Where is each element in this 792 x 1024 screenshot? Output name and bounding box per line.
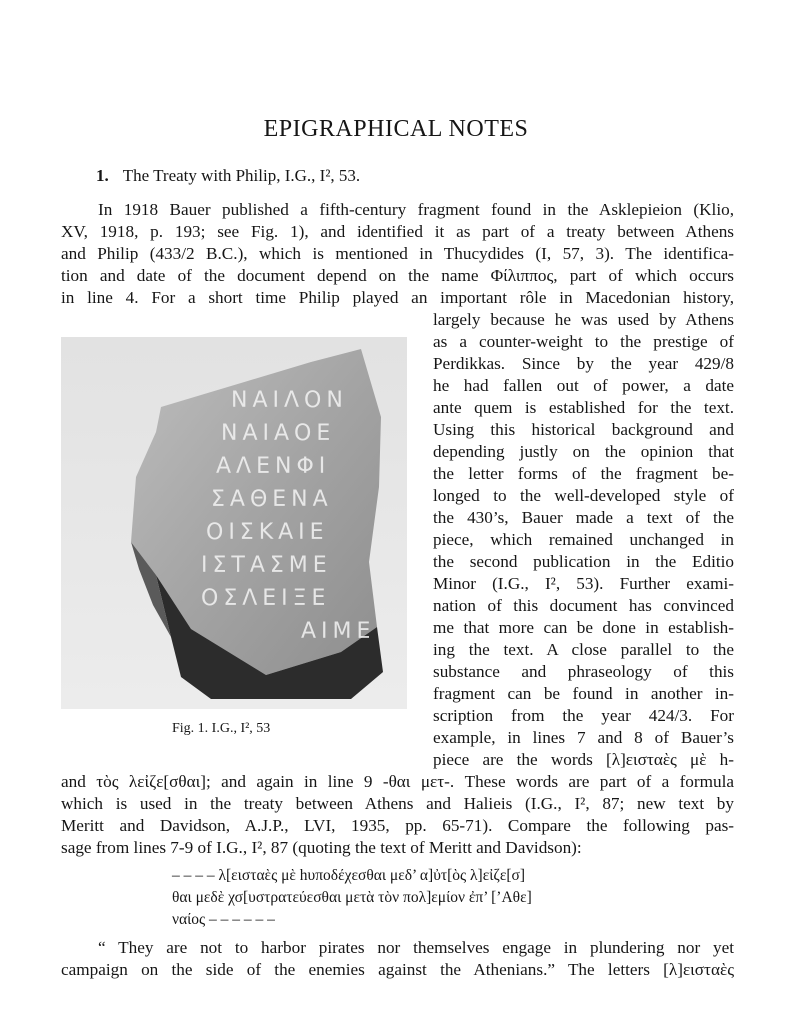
stone-inscription-row: ΟΣΛΕΙΞΕ xyxy=(201,586,331,611)
body-line: XV, 1918, p. 193; see Fig. 1), and identified it as part of a treaty between Athens xyxy=(61,222,734,241)
body-line: and Philip (433/2 B.C.), which is mentioned in Thucydides (I, 57, 3). The identifica- xyxy=(61,244,734,263)
column-line: Minor (I.G., I², 53). Further exami- xyxy=(433,574,734,593)
column-line: ing the text. A close parallel to the xyxy=(433,640,734,659)
body-line: and τὸς λεἰζε[σθαι]; and again in line 9 -θαι μετ-. These words are part of a formula xyxy=(61,772,734,791)
column-line: fragment can be found in another in- xyxy=(433,684,734,703)
figure-photo xyxy=(61,337,407,709)
body-line: In 1918 Bauer published a fifth-century fragment found in the Asklepieion (Klio, xyxy=(98,200,734,219)
column-line: longed to the well-developed style of xyxy=(433,486,734,505)
greek-quote-line: ναίος – – – – – – xyxy=(172,911,275,928)
column-line: scription from the year 424/3. For xyxy=(433,706,734,725)
column-line: he had fallen out of power, a date xyxy=(433,376,734,395)
figure-caption: Fig. 1. I.G., I², 53 xyxy=(172,721,271,736)
column-line: ante quem is established for the text. xyxy=(433,398,734,417)
column-line: example, in lines 7 and 8 of Bauer’s xyxy=(433,728,734,747)
body-line: in line 4. For a short time Philip played an important rôle in Macedonian history, xyxy=(61,288,734,307)
column-line: Using this historical background and xyxy=(433,420,734,439)
greek-quote-line: – – – – λ[εισταὲς μὲ hυποδέχεσθαι μεδ’ α]ὐτ[ὸς λ]εἰζε[σ] xyxy=(172,867,526,884)
section-heading xyxy=(96,166,360,186)
body-line: sage from lines 7-9 of I.G., I², 87 (quoting the text of Meritt and Davidson): xyxy=(61,838,582,857)
body-line: tion and date of the document depend on the name Φίλιππος, part of which occurs xyxy=(61,266,734,285)
section-number: 1. xyxy=(96,166,109,185)
page-title: EPIGRAPHICAL NOTES xyxy=(263,116,529,142)
column-line: as a counter-weight to the prestige of xyxy=(433,332,734,351)
column-line: largely because he was used by Athens xyxy=(433,310,734,329)
stone-inscription-row: ΑΙΜΕ xyxy=(301,619,376,644)
stone-inscription-row: ΑΛΕΝΦΙ xyxy=(216,454,331,479)
body-line: “ They are not to harbor pirates nor themselves engage in plundering nor yet xyxy=(98,938,734,957)
column-line: substance and phraseology of this xyxy=(433,662,734,681)
greek-quote-line: θαι μεδὲ χσ[υστρατεύεσθαι μετὰ τὸν πολ]εμίον ἐπ’ [’Αθε] xyxy=(172,889,532,906)
stone-inscription-row: ΝΑΙΑΟΕ xyxy=(221,421,336,446)
column-line: the 430’s, Bauer made a text of the xyxy=(433,508,734,527)
stone-inscription-row: ΟΙΣΚΑΙΕ xyxy=(206,520,329,545)
column-line: piece, which remained unchanged in xyxy=(433,530,734,549)
column-line: depending justly on the opinion that xyxy=(433,442,734,461)
body-line: campaign on the side of the enemies against the Athenians.” The letters [λ]εισταὲς xyxy=(61,960,734,979)
stone-inscription-row: ΙΣΤΑΣΜΕ xyxy=(201,553,332,578)
column-line: the second publication in the Editio xyxy=(433,552,734,571)
body-line: Meritt and Davidson, A.J.P., LVI, 1935, pp. 65-71). Compare the following pas- xyxy=(61,816,734,835)
column-line: Perdikkas. Since by the year 429/8 xyxy=(433,354,734,373)
body-line: which is used in the treaty between Athens and Halieis (I.G., I², 87; new text by xyxy=(61,794,734,813)
column-line: piece are the words [λ]εισταὲς μὲ h- xyxy=(433,750,734,769)
stone-inscription-row: ΣΑΘΕΝΑ xyxy=(211,487,333,512)
column-line: nation of this document has convinced xyxy=(433,596,734,615)
section-heading-text: The Treaty with Philip, I.G., I², 53. xyxy=(122,166,361,185)
stone-fragment-image xyxy=(61,337,407,709)
column-line: me that more can be done in establish- xyxy=(433,618,734,637)
stone-inscription-row: ΝΑΙΛΟΝ xyxy=(231,388,348,413)
column-line: the letter forms of the fragment be- xyxy=(433,464,734,483)
